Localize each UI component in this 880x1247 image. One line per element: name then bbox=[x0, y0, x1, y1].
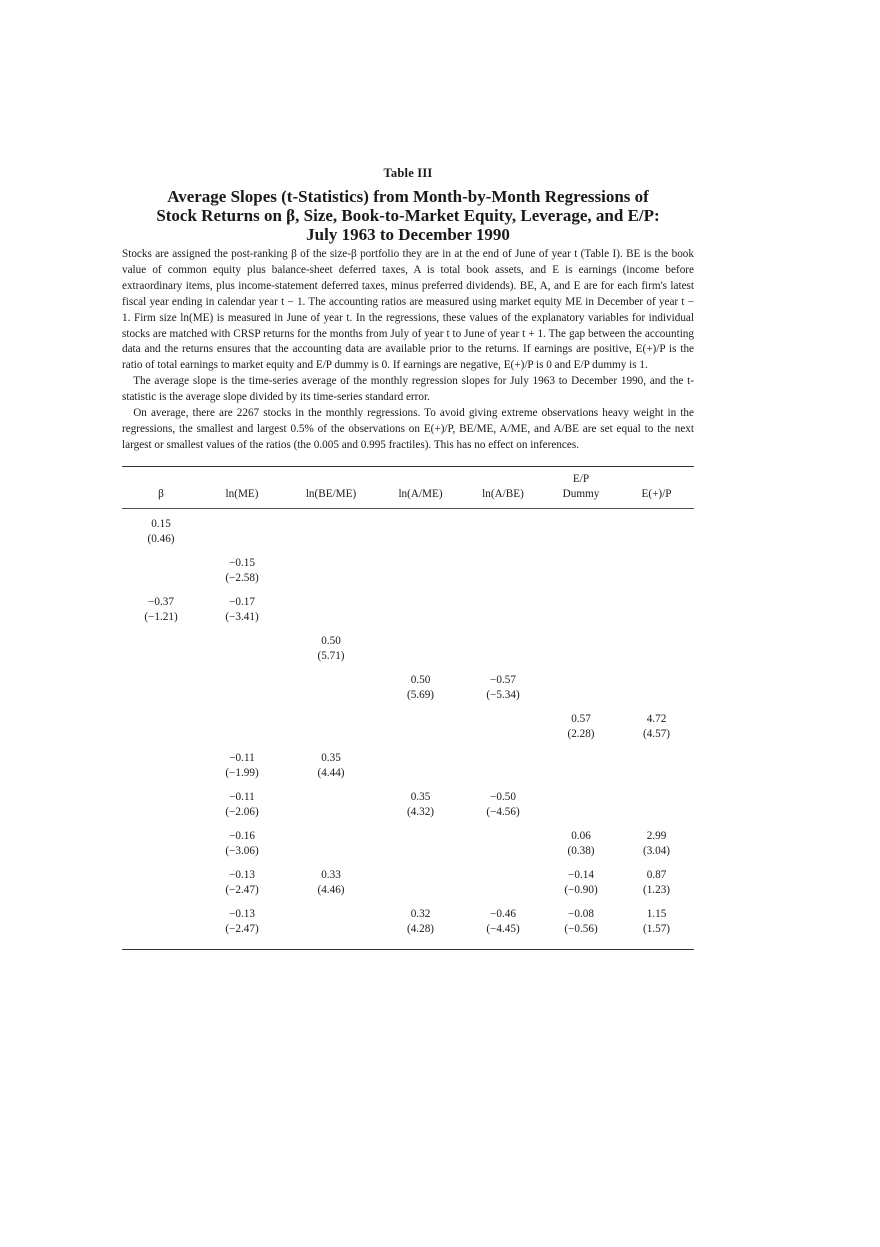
t-statistic: (−2.58) bbox=[225, 571, 259, 584]
table-cell bbox=[200, 631, 284, 670]
table-cell bbox=[284, 631, 378, 670]
table-cell bbox=[619, 670, 694, 709]
t-statistic: (−0.90) bbox=[564, 883, 598, 896]
table-cell bbox=[378, 787, 463, 826]
table-row bbox=[122, 748, 694, 787]
t-statistic: (4.28) bbox=[406, 922, 435, 935]
t-statistic: (4.44) bbox=[317, 766, 345, 779]
t-statistic: (−1.99) bbox=[225, 766, 259, 779]
table-cell bbox=[378, 709, 463, 748]
t-statistic: (−3.06) bbox=[225, 844, 259, 857]
table-cell bbox=[122, 904, 200, 943]
table-cell bbox=[543, 904, 619, 943]
t-statistic: (−3.41) bbox=[225, 610, 259, 623]
table-cell bbox=[378, 592, 463, 631]
table-row bbox=[122, 826, 694, 865]
table-title-line-2: Stock Returns on β, Size, Book-to-Market Equity, Leverage, and E/P: bbox=[156, 206, 660, 225]
table-cell bbox=[378, 670, 463, 709]
table-cell bbox=[122, 592, 200, 631]
t-statistic: (−2.47) bbox=[225, 922, 259, 935]
slope-value: −0.57 bbox=[490, 673, 516, 686]
t-statistic: (−0.56) bbox=[564, 922, 598, 935]
table-cell bbox=[122, 865, 200, 904]
slope-value: 4.72 bbox=[646, 712, 667, 725]
table-cell bbox=[463, 787, 543, 826]
table-cell bbox=[200, 509, 284, 553]
table-cell bbox=[200, 670, 284, 709]
table-row bbox=[122, 709, 694, 748]
t-statistic: (5.69) bbox=[406, 688, 435, 701]
table-cell bbox=[378, 826, 463, 865]
slope-value: −0.46 bbox=[490, 907, 516, 920]
slope-value: −0.37 bbox=[148, 595, 174, 608]
table-cell bbox=[378, 904, 463, 943]
table-cell bbox=[200, 787, 284, 826]
table-row bbox=[122, 592, 694, 631]
column-header-label: Dummy bbox=[562, 487, 600, 500]
table-cell bbox=[284, 787, 378, 826]
table-cell bbox=[619, 631, 694, 670]
table-cell bbox=[619, 748, 694, 787]
table-bottom-rule bbox=[122, 949, 694, 950]
table-cell bbox=[284, 592, 378, 631]
caption-paragraph: On average, there are 2267 stocks in the monthly regressions. To avoid giving extreme observations heavy weight in the regressions, the smallest and largest 0.5% of the observations on E(+)/P, BE/ME, A/ME, and A/BE are set equal to the next largest or smallest values of the ratios (the 0.005 and 0.995 fractiles). This has no effect on inferences. bbox=[122, 407, 694, 451]
slope-value: −0.11 bbox=[229, 790, 255, 803]
table-cell bbox=[619, 787, 694, 826]
table-cell bbox=[284, 904, 378, 943]
table-cell bbox=[619, 509, 694, 553]
table-cell bbox=[543, 553, 619, 592]
t-statistic: (4.57) bbox=[642, 727, 671, 740]
column-header-top: E/P bbox=[572, 472, 590, 485]
caption-paragraph: The average slope is the time-series average of the monthly regression slopes for July 1963 to December 1990, and the t-statistic is the average slope divided by its time-series standard error. bbox=[122, 375, 694, 404]
table-cell bbox=[619, 865, 694, 904]
t-statistic: (−2.47) bbox=[225, 883, 259, 896]
table-cell bbox=[463, 826, 543, 865]
table-cell bbox=[543, 509, 619, 553]
table-cell bbox=[463, 592, 543, 631]
table-cell bbox=[378, 865, 463, 904]
table-cell bbox=[543, 748, 619, 787]
table-row bbox=[122, 904, 694, 943]
table-cell bbox=[463, 748, 543, 787]
column-header-ln-a-be bbox=[463, 467, 543, 508]
slope-value: 0.57 bbox=[571, 712, 591, 725]
column-header-ln-be-me bbox=[284, 467, 378, 508]
column-header-label: ln(A/ME) bbox=[398, 487, 443, 500]
t-statistic: (−2.06) bbox=[225, 805, 259, 818]
column-header-e-plus-p bbox=[619, 467, 694, 508]
table-cell bbox=[122, 509, 200, 553]
table-cell bbox=[284, 865, 378, 904]
t-statistic: (1.23) bbox=[642, 883, 671, 896]
caption-paragraph: Stocks are assigned the post-ranking β of the size-β portfolio they are in at the end of June of year t (Table I). BE is the book value of common equity plus balance-sheet deferred taxes, A is total book assets, and E is earnings (income before extraordinary items, plus income-statement deferred taxes, minus preferred dividends). BE, A, and E are for each firm's latest fiscal year ending in calendar year t − 1. The accounting ratios are measured using market equity ME in December of year t − 1. Firm size ln(ME) is measured in June of year t. In the regressions, these values of the explanatory variables for individual stocks are matched with CRSP returns for the months from July of year t to June of year t + 1. The gap between the accounting data and the returns ensures that the accounting data are available prior to the returns. If earnings are positive, E(+)/P is the ratio of total earnings to market equity and E/P dummy is 0. If earnings are negative, E(+)/P is 0 and E/P dummy is 1. bbox=[122, 248, 694, 372]
column-header-label: E(+)/P bbox=[641, 487, 672, 500]
slope-value: 0.15 bbox=[151, 517, 171, 530]
table-row bbox=[122, 553, 694, 592]
t-statistic: (−4.56) bbox=[486, 805, 520, 818]
table-cell bbox=[619, 709, 694, 748]
t-statistic: (4.32) bbox=[406, 805, 435, 818]
t-statistic: (−1.21) bbox=[144, 610, 178, 623]
table-cell bbox=[122, 553, 200, 592]
table-cell bbox=[122, 631, 200, 670]
table-title bbox=[122, 187, 694, 244]
table-cell bbox=[284, 826, 378, 865]
t-statistic: (0.46) bbox=[147, 532, 175, 545]
table-title-line-1: Average Slopes (t-Statistics) from Month-by-Month Regressions of bbox=[167, 187, 649, 206]
table-cell bbox=[543, 787, 619, 826]
table-title-line-3: July 1963 to December 1990 bbox=[306, 225, 510, 244]
table-cell bbox=[200, 826, 284, 865]
slope-value: −0.15 bbox=[229, 556, 255, 569]
table-cell bbox=[378, 553, 463, 592]
table-cell bbox=[463, 904, 543, 943]
table-cell bbox=[543, 709, 619, 748]
table-cell bbox=[463, 670, 543, 709]
table-cell bbox=[200, 748, 284, 787]
column-header-label: ln(ME) bbox=[225, 487, 259, 500]
slope-value: 0.35 bbox=[410, 790, 431, 803]
table-cell bbox=[122, 748, 200, 787]
table-cell bbox=[463, 709, 543, 748]
table-cell bbox=[619, 826, 694, 865]
table-cell bbox=[122, 670, 200, 709]
slope-value: 0.35 bbox=[321, 751, 341, 764]
regression-table bbox=[122, 467, 694, 943]
table-cell bbox=[543, 826, 619, 865]
table-caption bbox=[122, 247, 694, 454]
slope-value: 0.06 bbox=[571, 829, 591, 842]
table-cell bbox=[463, 553, 543, 592]
table-cell bbox=[378, 748, 463, 787]
column-header-label: ln(BE/ME) bbox=[305, 487, 357, 500]
table-page bbox=[122, 166, 694, 950]
table-cell bbox=[463, 865, 543, 904]
column-header-beta bbox=[122, 467, 200, 508]
table-cell bbox=[619, 553, 694, 592]
t-statistic: (−4.45) bbox=[486, 922, 520, 935]
t-statistic: (1.57) bbox=[642, 922, 671, 935]
table-row bbox=[122, 631, 694, 670]
slope-value: 0.50 bbox=[321, 634, 341, 647]
column-header-ep-dummy bbox=[543, 467, 619, 508]
table-cell bbox=[463, 631, 543, 670]
slope-value: −0.50 bbox=[490, 790, 516, 803]
table-cell bbox=[284, 748, 378, 787]
slope-value: 2.99 bbox=[646, 829, 667, 842]
table-cell bbox=[463, 509, 543, 553]
t-statistic: (3.04) bbox=[642, 844, 671, 857]
table-cell bbox=[200, 553, 284, 592]
table-cell bbox=[200, 904, 284, 943]
table-cell bbox=[378, 631, 463, 670]
table-cell bbox=[200, 709, 284, 748]
table-cell bbox=[200, 592, 284, 631]
table-header-row bbox=[122, 467, 694, 508]
table-cell bbox=[122, 826, 200, 865]
table-cell bbox=[284, 553, 378, 592]
table-cell bbox=[378, 509, 463, 553]
t-statistic: (0.38) bbox=[567, 844, 595, 857]
slope-value: −0.08 bbox=[568, 907, 594, 920]
slope-value: −0.16 bbox=[229, 829, 255, 842]
table-cell bbox=[284, 509, 378, 553]
table-label: Table III bbox=[383, 166, 433, 180]
table-cell bbox=[543, 631, 619, 670]
table-cell bbox=[200, 865, 284, 904]
table-cell bbox=[543, 865, 619, 904]
slope-value: −0.14 bbox=[568, 868, 594, 881]
t-statistic: (5.71) bbox=[317, 649, 345, 662]
slope-value: −0.13 bbox=[229, 868, 255, 881]
table-cell bbox=[619, 904, 694, 943]
table-row bbox=[122, 670, 694, 709]
slope-value: 0.32 bbox=[410, 907, 431, 920]
table-row bbox=[122, 509, 694, 553]
table-cell bbox=[122, 709, 200, 748]
table-cell bbox=[284, 709, 378, 748]
table-cell bbox=[284, 670, 378, 709]
slope-value: 1.15 bbox=[646, 907, 667, 920]
table-row bbox=[122, 787, 694, 826]
table-cell bbox=[543, 670, 619, 709]
t-statistic: (4.46) bbox=[317, 883, 345, 896]
slope-value: −0.17 bbox=[229, 595, 255, 608]
column-header-ln-a-me bbox=[378, 467, 463, 508]
t-statistic: (−5.34) bbox=[486, 688, 520, 701]
column-header-ln-me bbox=[200, 467, 284, 508]
table-body bbox=[122, 509, 694, 943]
table-cell bbox=[619, 592, 694, 631]
table-cell bbox=[122, 787, 200, 826]
slope-value: −0.11 bbox=[229, 751, 255, 764]
t-statistic: (2.28) bbox=[567, 727, 595, 740]
column-header-label: β bbox=[158, 487, 164, 500]
table-cell bbox=[543, 592, 619, 631]
table-row bbox=[122, 865, 694, 904]
column-header-label: ln(A/BE) bbox=[482, 487, 524, 500]
slope-value: 0.87 bbox=[646, 868, 667, 881]
slope-value: 0.33 bbox=[321, 868, 341, 881]
slope-value: 0.50 bbox=[410, 673, 431, 686]
slope-value: −0.13 bbox=[229, 907, 255, 920]
